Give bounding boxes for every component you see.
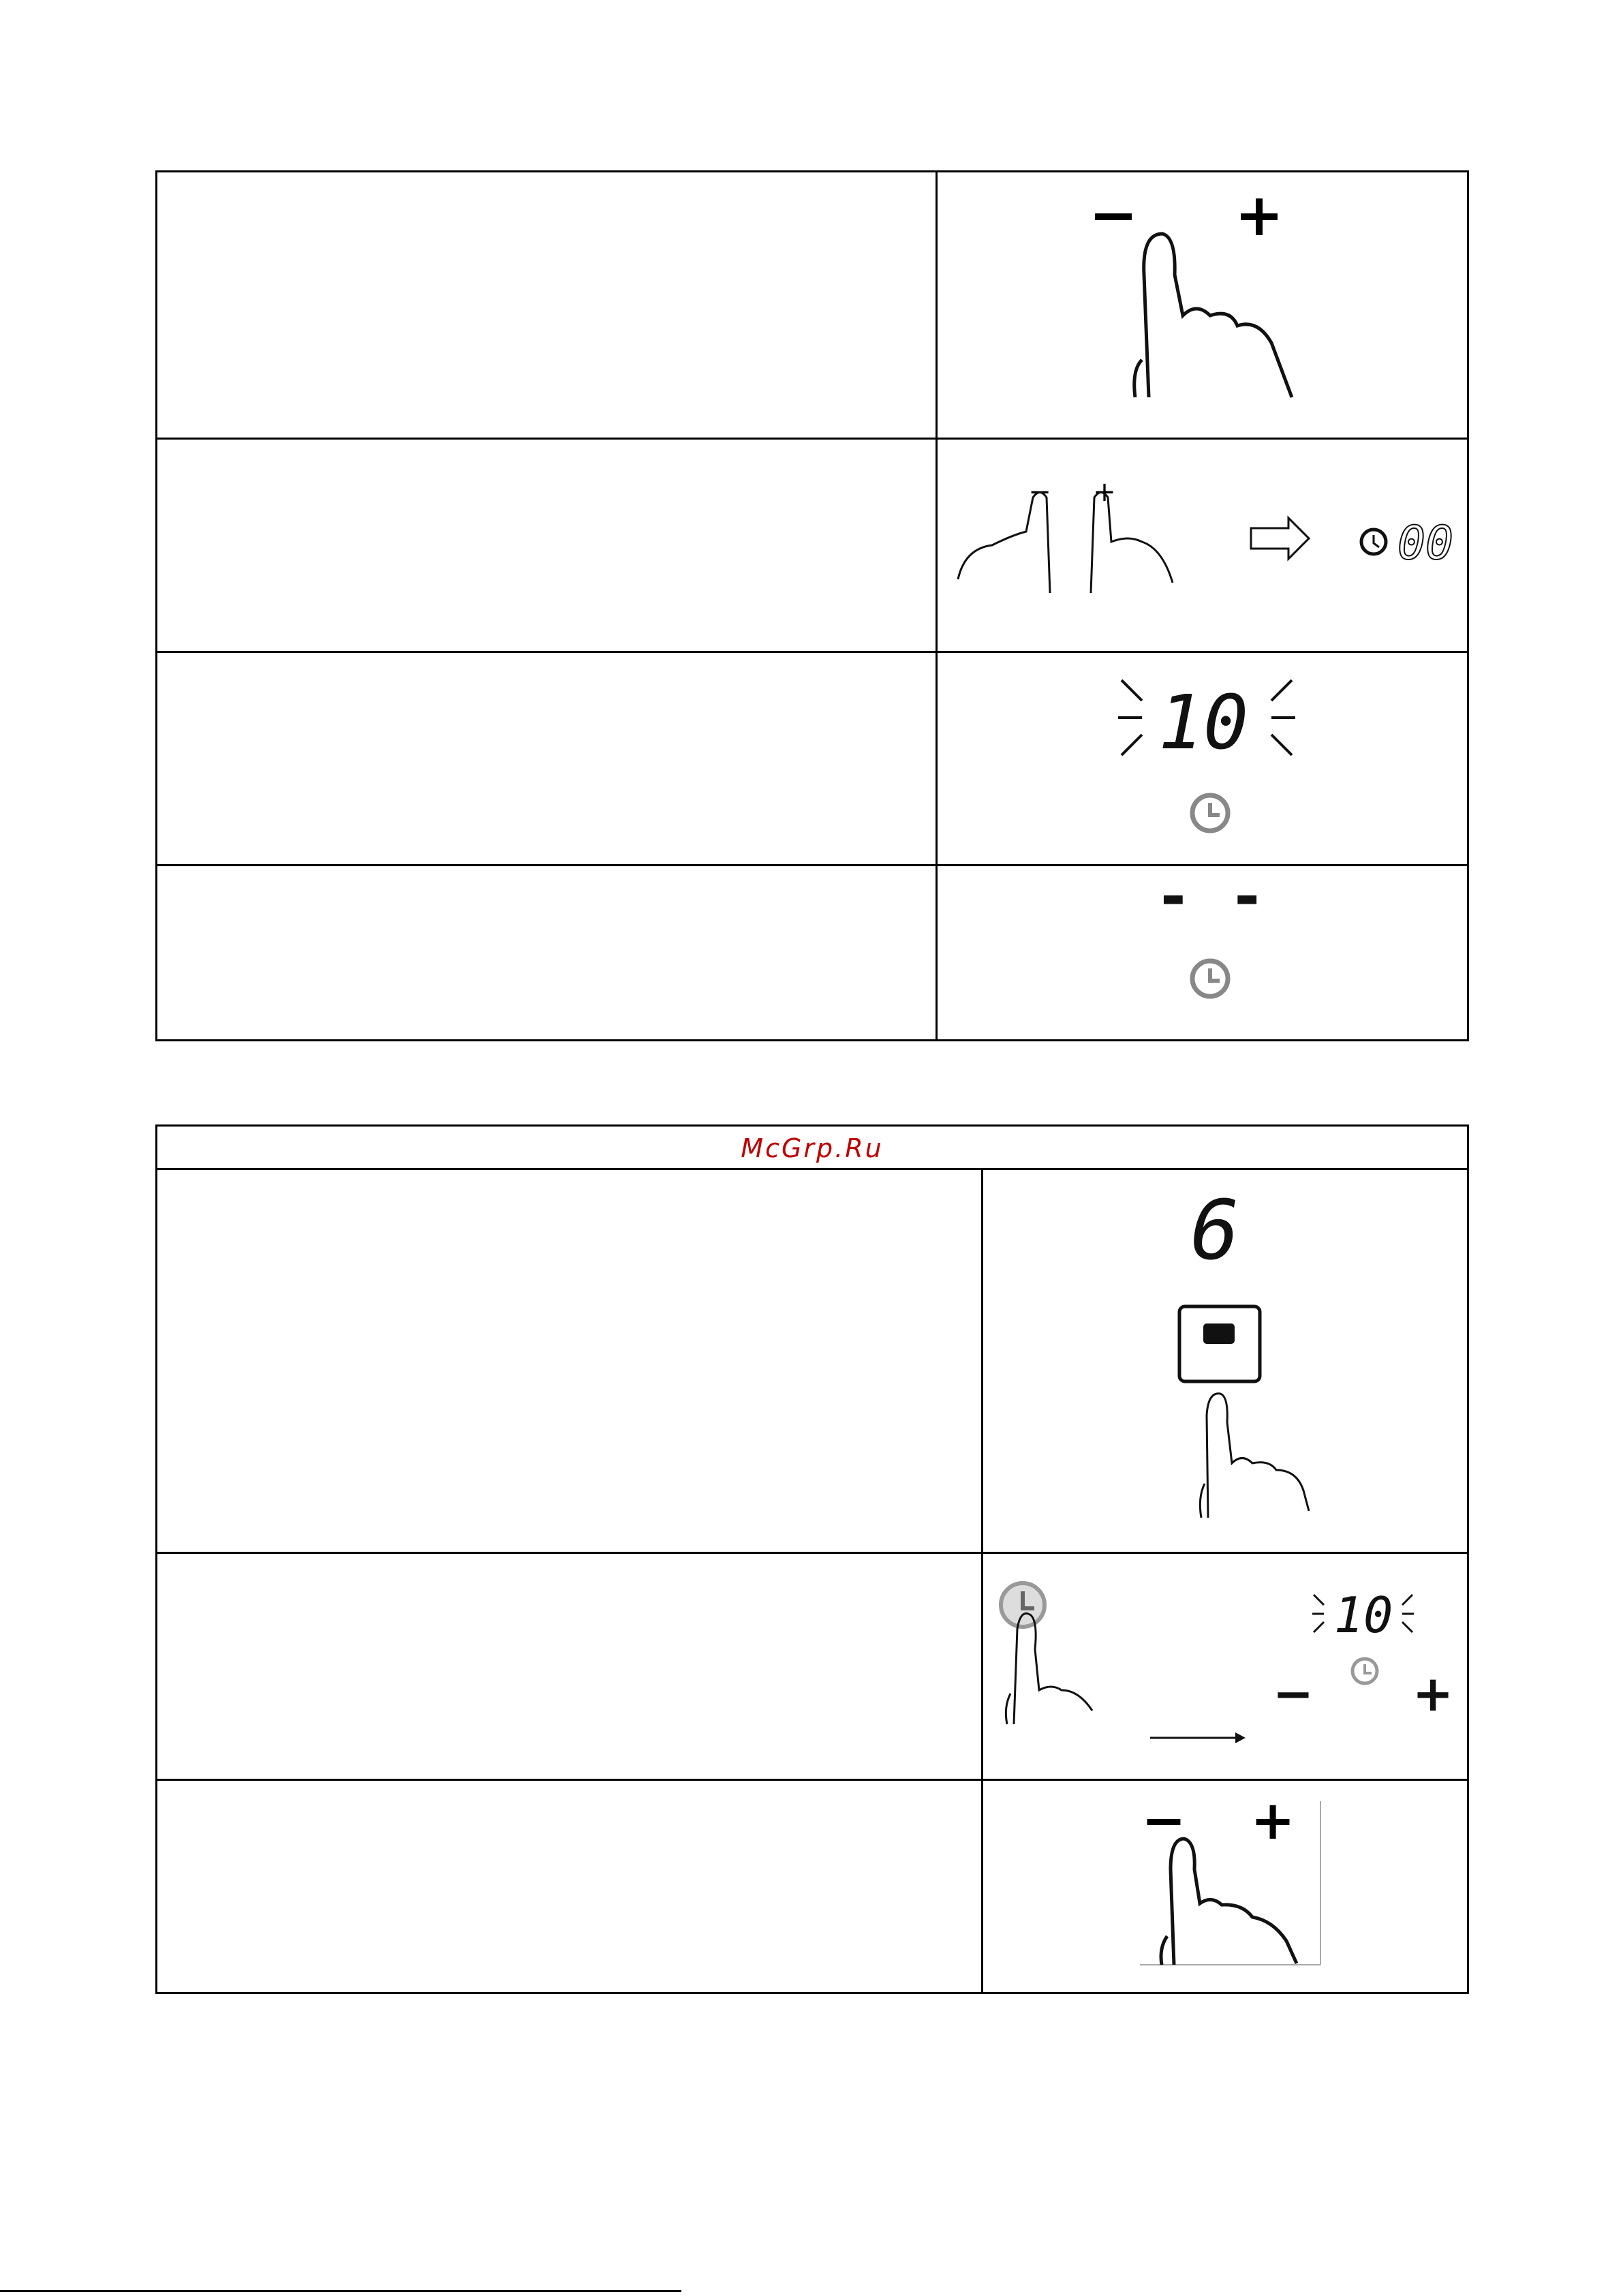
row-4-illustration (938, 866, 1467, 1039)
blink-rays-right (1271, 680, 1295, 755)
hand-outline (1014, 1614, 1092, 1725)
timer-icon (1192, 961, 1228, 996)
timer-display: 10 (1158, 679, 1249, 766)
plus-symbol: + (1234, 181, 1284, 249)
row-5-illustration (983, 1170, 1467, 1552)
row-2-illustration (938, 440, 1467, 651)
off-display-icon (938, 866, 1467, 1039)
timer-display: 00 (1397, 517, 1453, 570)
hand-outline (1207, 1394, 1309, 1518)
minus-symbol: − (1141, 1790, 1186, 1852)
row-6-illustration (983, 1554, 1467, 1779)
timer-display: - - (1154, 866, 1266, 932)
row-1-illustration (938, 172, 1467, 438)
blink-rays-left (1118, 680, 1142, 755)
footer-rule-left (0, 2290, 681, 2292)
timer-set-icon (983, 1554, 1467, 1779)
blinking-display-icon (938, 653, 1467, 864)
timer-icon (1192, 795, 1228, 831)
row-7-illustration (983, 1781, 1467, 1992)
hand-outline (1171, 1839, 1297, 1965)
timer-icon (1001, 1583, 1045, 1627)
minus-symbol: − (1272, 1665, 1314, 1722)
row-3-illustration (938, 653, 1467, 864)
table-header-watermark: McGrp.Ru (741, 1133, 884, 1163)
two-finger-press-icon (938, 440, 1467, 651)
arrow-right-icon (1251, 518, 1309, 559)
finger-press-minus-icon (983, 1781, 1467, 1992)
finger-press-button-icon (983, 1170, 1467, 1552)
plus-symbol: + (1250, 1790, 1295, 1852)
minus-symbol: − (1028, 476, 1051, 508)
plus-symbol: + (1093, 476, 1116, 508)
finger-press-minus-icon (938, 172, 1467, 438)
timer-small-icon (1352, 1659, 1377, 1683)
power-level-display: 6 (1190, 1184, 1240, 1279)
minus-symbol: − (1088, 181, 1139, 249)
hand-outline (1144, 234, 1292, 397)
timer-icon (1361, 530, 1386, 554)
timer-display: 10 (1333, 1587, 1393, 1644)
plus-symbol: + (1412, 1665, 1454, 1722)
